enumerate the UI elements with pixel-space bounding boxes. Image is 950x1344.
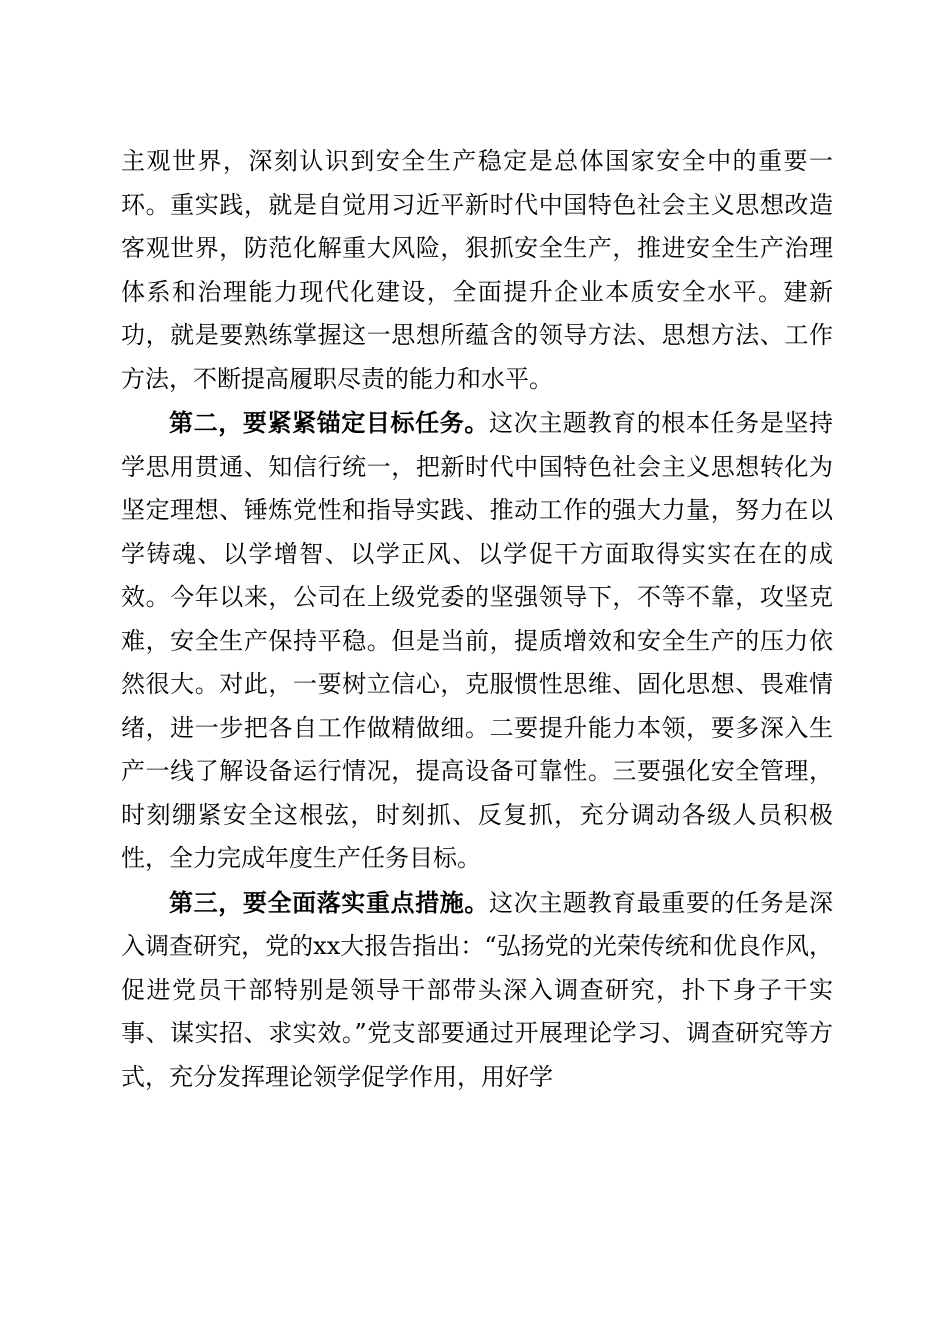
paragraph-target-tasks [121, 401, 833, 881]
paragraph-heading: 第三，要全面落实重点措施。 [169, 887, 489, 917]
paragraph-text: 主观世界，深刻认识到安全生产稳定是总体国家安全中的重要一环。重实践，就是自觉用习近平新时代中国特色社会主义思想改造客观世界，防范化解重大风险，狠抓安全生产，推进安全生产治理体系和治理能力现代化建设，全面提升企业本质安全水平。建新功，就是要熟练掌握这一思想所蕴含的领导方法、思想方法、工作方法，不断提高履职尽责的能力和水平。 [121, 147, 833, 393]
paragraph-heading: 第二，要紧紧锚定目标任务。 [169, 408, 489, 437]
paragraph-text: 这次主题教育的根本任务是坚持学思用贯通、知信行统一，把新时代中国特色社会主义思想转化为坚定理想、锤炼党性和指导实践、推动工作的强大力量，努力在以学铸魂、以学增智、以学正风、以学促干方面取得实实在在的成效。今年以来，公司在上级党委的坚强领导下，不等不靠，攻坚克难，安全生产保持平稳。但是当前，提质增效和安全生产的压力依然很大。对此，一要树立信心，克服惯性思维、固化思想、畏难情绪，进一步把各自工作做精做细。二要提升能力本领，要多深入生产一线了解设备运行情况，提高设备可靠性。三要强化安全管理，时刻绷紧安全这根弦，时刻抓、反复抓，充分调动各级人员积极性，全力完成年度生产任务目标。 [121, 409, 833, 872]
document-body [121, 140, 833, 1099]
paragraph-key-measures [121, 881, 833, 1100]
paragraph-continuation [121, 140, 833, 401]
paragraph-text: 这次主题教育最重要的任务是深入调查研究，党的xx大报告指出：“弘扬党的光荣传统和优良作风，促进党员干部特别是领导干部带头深入调查研究，扑下身子干实事、谋实招、求实效。”党支部要通过开展理论学习、调查研究等方式，充分发挥理论领学促学作用，用好学 [121, 888, 833, 1091]
